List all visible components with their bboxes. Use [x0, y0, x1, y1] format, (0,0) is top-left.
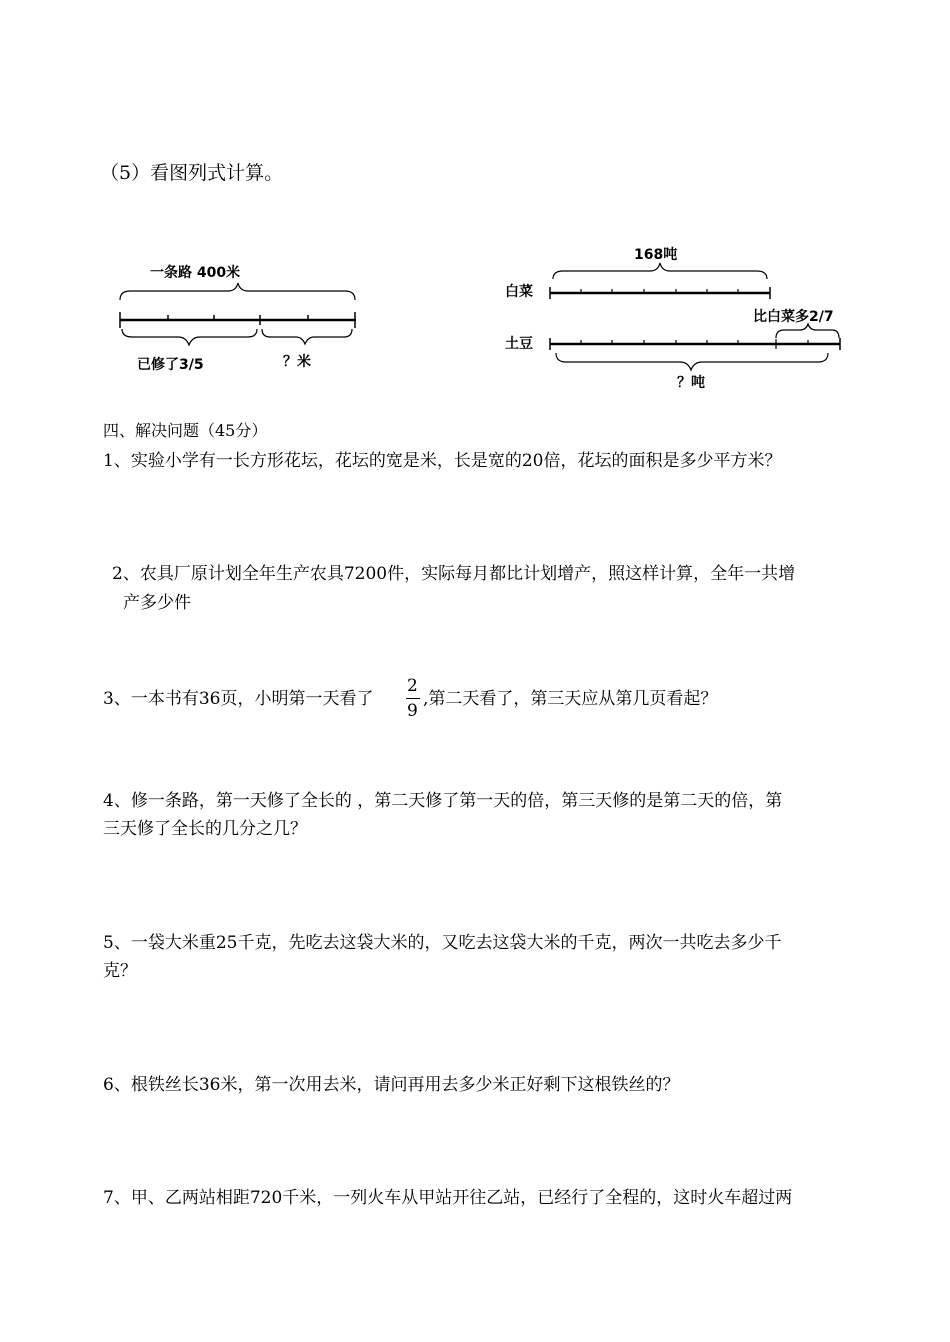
- cabbage-amount-label: 168吨: [634, 247, 678, 263]
- road-repaired-label: 已修了3/5: [137, 357, 204, 373]
- potato-amount-label: ？吨: [677, 375, 705, 391]
- problem-4-line2: 三天修了全长的几分之几？: [103, 819, 307, 839]
- road-top-brace: [120, 283, 355, 300]
- fraction-denominator: 9: [407, 701, 418, 721]
- cabbage-top-brace: [553, 263, 767, 279]
- problem-5-line2: 克？: [103, 961, 137, 981]
- problem-7: 7、甲、乙两站相距720千米，一列火车从甲站开往乙站，已经行了全程的，这时火车超过两: [103, 1188, 793, 1208]
- cabbage-label: 白菜: [505, 284, 533, 300]
- potato-extra-label: 比白菜多2/7: [753, 309, 834, 325]
- road-remaining-label: ？米: [283, 354, 311, 370]
- problem-2-line2: 产多少件: [123, 593, 191, 613]
- road-repaired-brace: [122, 329, 257, 345]
- problem-3-part2: ,第二天看了，第三天应从第几页看起？: [423, 689, 718, 709]
- problem-6: 6、根铁丝长36米，第一次用去米，请问再用去多少米正好剩下这根铁丝的？: [103, 1075, 680, 1095]
- section5-title: （5）看图列式计算。: [100, 162, 284, 184]
- problem-5-line1: 5、一袋大米重25千克，先吃去这袋大米的，又吃去这袋大米的千克，两次一共吃去多少千: [103, 933, 782, 953]
- problem-3-fraction: [406, 676, 420, 724]
- problem-1: 1、实验小学有一长方形花坛，花坛的宽是米，长是宽的20倍，花坛的面积是多少平方米？: [103, 451, 782, 471]
- section4-title: 四、解决问题（45分）: [103, 421, 268, 440]
- problem-2-line1: 2、农具厂原计划全年生产农具7200件，实际每月都比计划增产，照这样计算，全年一共增: [112, 564, 796, 584]
- fraction-numerator: 2: [407, 676, 418, 696]
- potato-bottom-brace: [556, 353, 828, 370]
- problem-3-part1: 3、一本书有36页，小明第一天看了: [103, 689, 374, 709]
- problem-4-line1: 4、修一条路，第一天修了全长的 ，第二天修了第一天的倍，第三天修的是第二天的倍，第: [103, 791, 783, 811]
- road-remaining-brace: [262, 329, 352, 344]
- road-total-label: 一条路 400米: [150, 265, 241, 281]
- potato-label: 土豆: [505, 336, 533, 352]
- fraction-bar: [406, 698, 420, 699]
- potato-extra-brace: [776, 324, 839, 338]
